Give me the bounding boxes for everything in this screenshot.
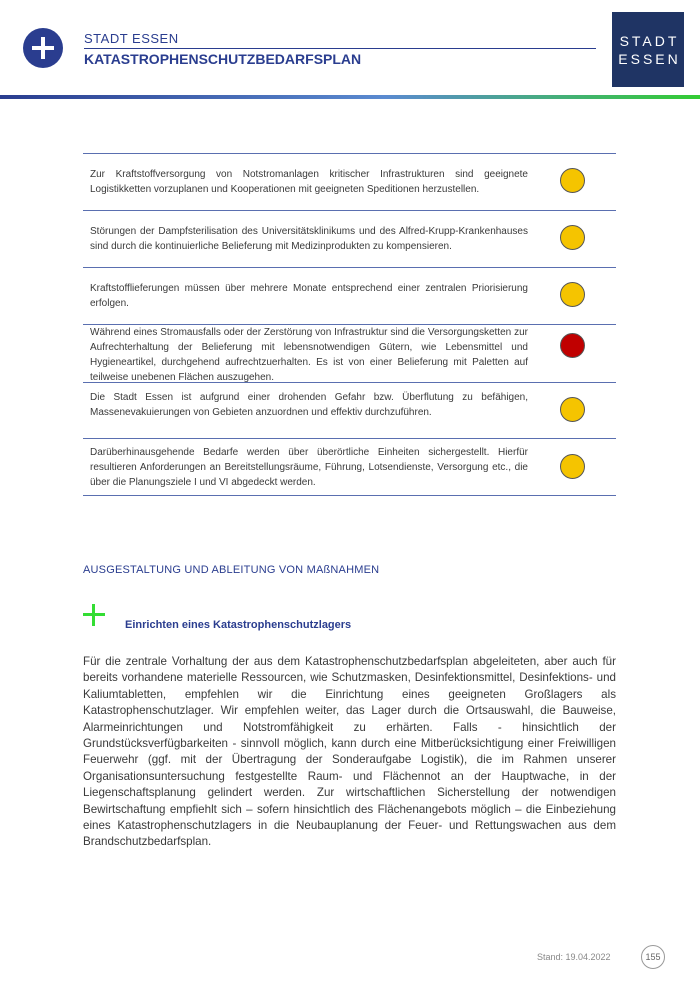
row-text: Darüberhinausgehende Bedarfe werden über überörtliche Einheiten sichergestellt. Hierfür resultieren Anforderungen an Bereitstellungsräume, Führung, Lotsendienste, Versorgung etc., die über die Planungsziele I und VI abgedeckt werden.	[90, 447, 528, 488]
table-row	[83, 268, 616, 325]
page-title: KATASTROPHENSCHUTZBEDARFSPLAN	[84, 51, 362, 67]
footer-date: Stand: 19.04.2022	[537, 952, 611, 962]
table-row	[83, 439, 616, 496]
green-plus-icon	[83, 604, 105, 626]
brand-line-2: ESSEN	[618, 50, 681, 67]
table-row	[83, 211, 616, 268]
row-text: Kraftstofflieferungen müssen über mehrere Monate entsprechend einer zentralen Priorisierung erfolgen.	[90, 283, 528, 309]
status-dot-red	[560, 333, 585, 358]
header-city: STADT ESSEN	[84, 31, 179, 46]
body-paragraph: Für die zentrale Vorhaltung der aus dem Katastrophenschutzbedarfsplan abgeleiteten, aber auch für bereits vorhandene materielle Ressourcen, wie Schutzmasken, Desinfektionsmittel, Desinfektions- und Kaliumtabletten, empfehlen wir die Einrichtung eines geeigneten Großlagers als Katastrophenschutzlager. Wir empfehlen weiter, das Lager durch die Ortsauswahl, die Bauweise, Alarmeinrichtungen und Notstromfähigkeit zu erhärten. Falls - hinsichtlich der Grundstücksverfügbarkeiten - sinnvoll möglich, kann durch eine Mitberücksichtigung einer Freiwilligen Feuerwehr (ggf. mit der Übertragung der Sonderaufgabe Logistik), die im Rahmen unserer Organisationsuntersuchung festgestellte Raum- und Flächennot an der Hauptwache, in der Liegenschaftsplanung gelindert werden. Zur wirtschaftlichen Sicherstellung der notwendigen Bewirtschaftung empfiehlt sich – sofern hinsichtlich des Flächenangebots möglich – die Einbeziehung eines Katastrophenschutzlagers in die Neubauplanung der Feuer- und Rettungswachen aus dem Brandschutzbedarfsplan.	[83, 655, 616, 849]
table-row	[83, 325, 616, 383]
section-heading: AUSGESTALTUNG UND ABLEITUNG VON MAßNAHMEN	[83, 564, 380, 576]
row-text: Störungen der Dampfsterilisation des Universitätsklinikums und des Alfred-Krupp-Krankenhauses sind durch die kontinuierliche Belieferung mit Medizinprodukten zu kompensieren.	[90, 226, 528, 252]
status-dot-yellow	[560, 168, 585, 193]
brand-line-1: STADT	[619, 32, 680, 49]
header-gradient-bar	[0, 95, 700, 99]
row-text: Während eines Stromausfalls oder der Zerstörung von Infrastruktur sind die Versorgungsketten zur Aufrechterhaltung der Belieferung mit lebensnotwendigen Gütern, wie Lebensmittel und Hygieneartikel, durchgehend aufrechtzuerhalten. Es ist von einer Belieferung mit Paletten auf teilweise unebenen Flächen auszugehen.	[90, 327, 528, 383]
status-dot-yellow	[560, 225, 585, 250]
row-text: Zur Kraftstoffversorgung von Notstromanlagen kritischer Infrastrukturen sind geeignete Logistikketten vorzuplanen und Kooperationen mit geeigneten Speditionen herzustellen.	[90, 169, 528, 195]
page-number: 155	[641, 945, 665, 969]
requirements-table	[83, 153, 616, 496]
status-dot-yellow	[560, 454, 585, 479]
plus-logo-icon	[23, 28, 63, 68]
table-row	[83, 154, 616, 211]
subsection-heading: Einrichten eines Katastrophenschutzlagers	[125, 619, 352, 631]
stadt-essen-logo	[612, 12, 684, 87]
table-row	[83, 383, 616, 439]
row-text: Die Stadt Essen ist aufgrund einer drohenden Gefahr bzw. Überflutung zu befähigen, Massenevakuierungen von Gebieten anzuordnen und effektiv durchzuführen.	[90, 392, 528, 418]
header-divider	[84, 48, 596, 49]
status-dot-yellow	[560, 397, 585, 422]
status-dot-yellow	[560, 282, 585, 307]
